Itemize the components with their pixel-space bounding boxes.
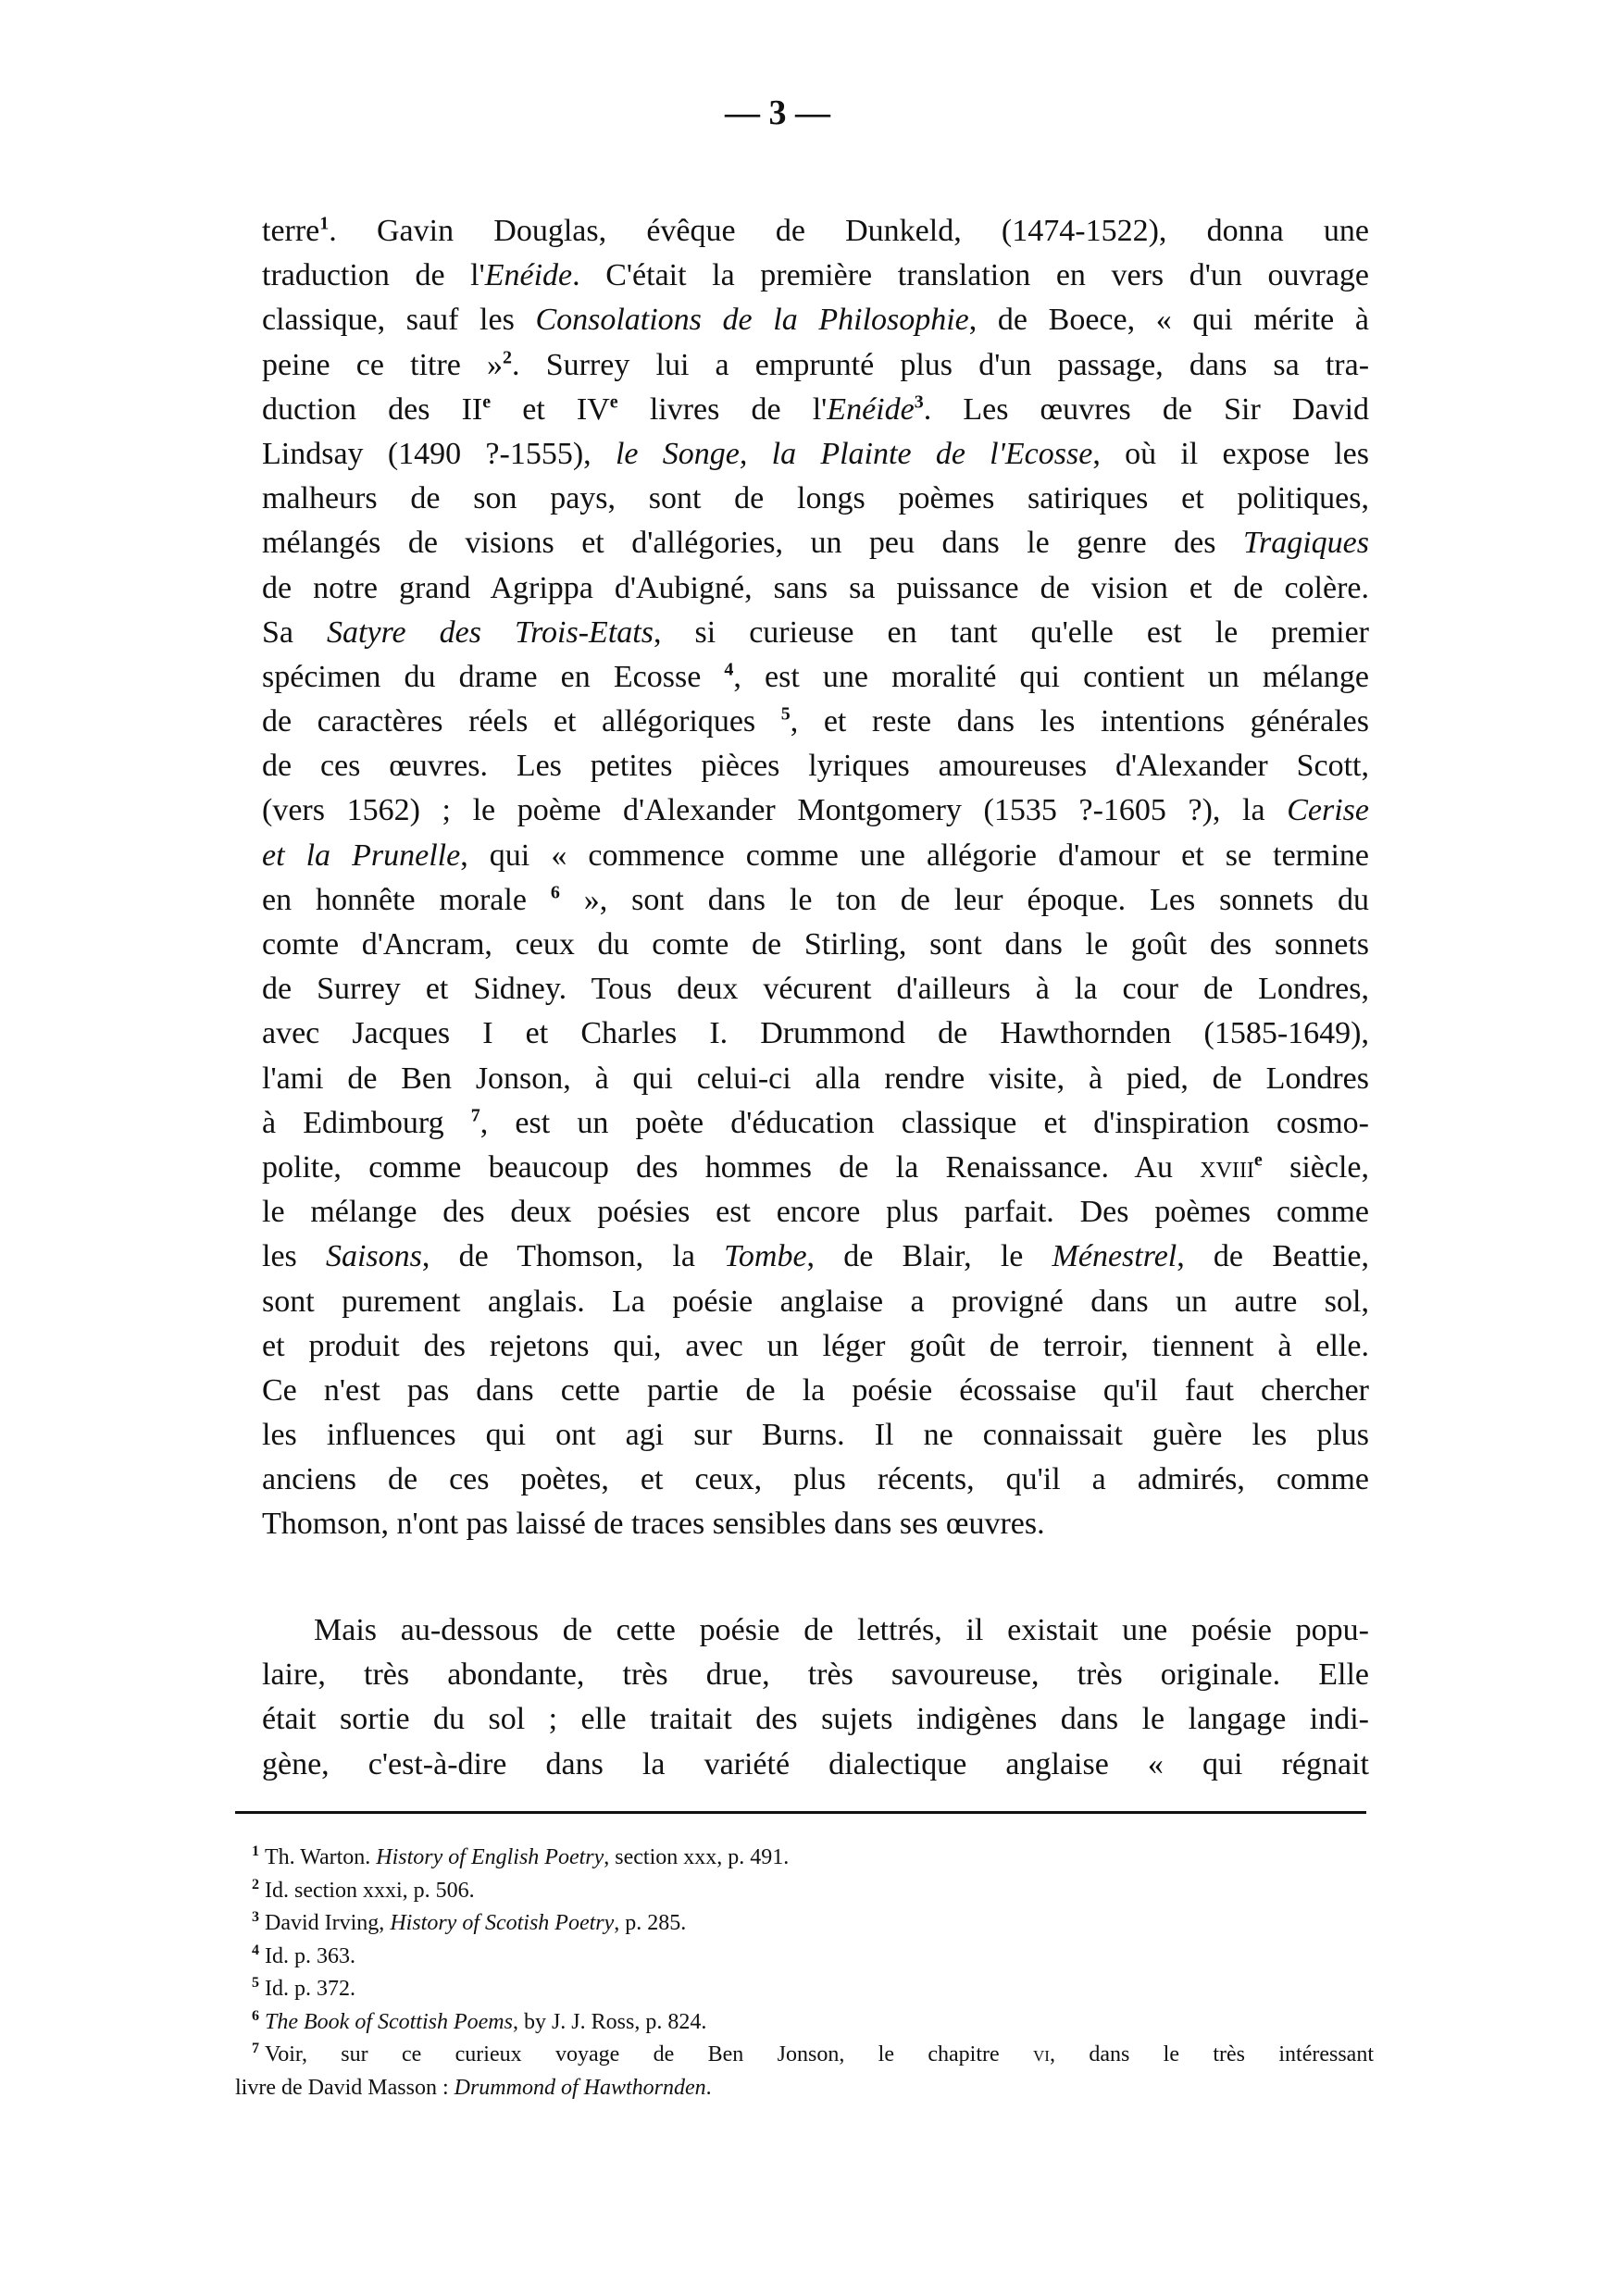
text-line xyxy=(262,521,1369,565)
text-span: à Edimbourg xyxy=(262,1105,471,1140)
text-line xyxy=(262,878,1369,923)
footnote xyxy=(235,2039,1374,2072)
text-span: traduction de l' xyxy=(262,258,485,293)
text-line xyxy=(262,744,1369,788)
text-span: en honnête morale xyxy=(262,882,551,917)
text-span: , si curieuse en tant qu'elle est le premier xyxy=(653,614,1370,650)
text-span: peine ce titre » xyxy=(262,347,504,382)
text-line xyxy=(262,477,1369,521)
text-span: xviii xyxy=(1200,1149,1254,1185)
text-line xyxy=(262,834,1369,878)
text-span: duction des II xyxy=(262,391,483,427)
text-span: , de Beattie, xyxy=(1177,1239,1370,1274)
text-span: . Gavin Douglas, évêque de Dunkeld, (1474-1522), donna une xyxy=(329,214,1369,248)
text-span: de notre grand Agrippa d'Aubigné, sans sa puissance de vision et de colère. xyxy=(262,570,1369,605)
text-span: et IV xyxy=(491,391,610,427)
footnote-ref: 1 xyxy=(319,213,330,234)
text-span: gène, c'est-à-dire dans la variété dialectique anglaise « qui régnait xyxy=(262,1746,1369,1781)
text-span: terre xyxy=(262,214,320,248)
text-span: polite, comme beaucoup des hommes de la Renaissance. Au xyxy=(262,1149,1201,1185)
text-span: mélangés de visions et d'allégories, un peu dans le genre des xyxy=(262,526,1243,561)
text-line xyxy=(262,1324,1369,1369)
text-span: l'ami de Ben Jonson, à qui celui-ci alla rendre visite, à pied, de Londres xyxy=(262,1061,1369,1096)
text-span: Lindsay (1490 ?-1555), xyxy=(262,436,616,471)
text-span: . Les œuvres de Sir David xyxy=(923,391,1370,427)
italic-title: The Book of Scottish Poems xyxy=(265,2009,513,2034)
footnote-ref: 6 xyxy=(550,882,560,903)
footnote-ref: e xyxy=(482,391,492,413)
italic-title: Satyre des Trois-Etats xyxy=(327,614,654,650)
text-span: vi xyxy=(1033,2042,1050,2066)
text-span: Id. section xxxi, p. 506. xyxy=(265,1878,475,1903)
footnote-divider xyxy=(235,1811,1366,1814)
footnote-ref: 4 xyxy=(724,659,734,680)
text-line xyxy=(262,298,1369,342)
text-line xyxy=(262,1502,1369,1546)
text-line xyxy=(262,1369,1369,1413)
text-span: , est une moralité qui contient un mélange xyxy=(733,659,1369,694)
text-span: comte d'Ancram, ceux du comte de Stirling, sont dans le goût des sonnets xyxy=(262,927,1369,962)
text-line xyxy=(262,432,1369,477)
text-line xyxy=(262,1146,1369,1190)
footnote-ref: 5 xyxy=(780,703,791,725)
footnote-number: 2 xyxy=(252,1876,259,1893)
text-line xyxy=(262,1190,1369,1235)
text-line xyxy=(262,566,1369,611)
text-line xyxy=(262,1458,1369,1502)
text-span: , p. 285. xyxy=(614,1911,687,1935)
text-span: livres de l' xyxy=(617,391,828,427)
text-span: . xyxy=(705,2075,712,2100)
text-span: David Irving, xyxy=(265,1911,391,1935)
italic-title: Tombe xyxy=(724,1239,807,1274)
italic-title: Drummond of Hawthornden xyxy=(454,2075,706,2100)
text-span: avec Jacques I et Charles I. Drummond de Hawthornden (1585-1649), xyxy=(262,1016,1369,1051)
text-span: le mélange des deux poésies est encore plus parfait. Des poèmes comme xyxy=(262,1195,1369,1230)
text-span: anciens de ces poètes, et ceux, plus récents, qu'il a admirés, comme xyxy=(262,1462,1369,1497)
text-line xyxy=(262,1608,1369,1653)
italic-title: Enéide xyxy=(827,391,915,427)
text-span: », sont dans le ton de leur époque. Les sonnets du xyxy=(559,882,1369,917)
footnote-number: 5 xyxy=(252,1975,259,1991)
body-paragraph xyxy=(262,209,1369,1547)
text-span: Sa xyxy=(262,614,328,650)
footnote-ref: e xyxy=(1253,1149,1263,1171)
text-span: malheurs de son pays, sont de longs poèmes satiriques et politiques, xyxy=(262,481,1369,516)
text-span: siècle, xyxy=(1262,1149,1369,1185)
text-line xyxy=(262,254,1369,298)
italic-title: Enéide xyxy=(484,258,573,293)
text-span: , de Thomson, la xyxy=(421,1239,725,1274)
text-line xyxy=(262,1235,1369,1279)
text-span: Th. Warton. xyxy=(265,1845,377,1869)
text-line xyxy=(262,788,1369,833)
text-span: , où il expose les xyxy=(1092,436,1369,471)
footnote-ref: e xyxy=(609,391,618,413)
footnote-ref: 2 xyxy=(503,347,513,368)
italic-title: History of Scotish Poetry xyxy=(390,1911,615,1935)
text-span: , by J. J. Ross, p. 824. xyxy=(512,2009,707,2034)
text-span: (vers 1562) ; le poème d'Alexander Montgomery (1535 ?-1605 ?), la xyxy=(262,793,1288,828)
footnote xyxy=(235,1842,1374,1875)
body-paragraph xyxy=(262,1608,1369,1787)
text-span: Thomson, n'ont pas laissé de traces sensibles dans ses œuvres. xyxy=(262,1507,1045,1542)
italic-title: le Songe, la Plainte de l'Ecosse xyxy=(615,436,1093,471)
footnote-ref: 7 xyxy=(470,1105,480,1126)
italic-title: History of English Poetry xyxy=(376,1845,604,1869)
text-span: de caractères réels et allégoriques xyxy=(262,704,781,739)
text-span: sont purement anglais. La poésie anglaise a provigné dans un autre sol, xyxy=(262,1284,1369,1319)
italic-title: Ménestrel xyxy=(1052,1239,1177,1274)
footnote xyxy=(235,1941,1374,1974)
footnotes xyxy=(235,1842,1374,2104)
footnote-number: 1 xyxy=(252,1843,259,1859)
text-span: , de Blair, le xyxy=(806,1239,1052,1274)
italic-title: et la Prunelle xyxy=(262,838,461,873)
text-line xyxy=(262,611,1369,655)
text-span: laire, très abondante, très drue, très savoureuse, très originale. Elle xyxy=(262,1657,1369,1693)
text-line xyxy=(262,655,1369,700)
text-span: et produit des rejetons qui, avec un léger goût de terroir, tiennent à elle. xyxy=(262,1328,1369,1363)
italic-title: Tragiques xyxy=(1242,526,1369,561)
page-number: — 3 — xyxy=(725,93,830,132)
footnote-continuation xyxy=(235,2072,1374,2105)
text-span: , de Boece, « qui mérite à xyxy=(968,303,1369,338)
text-line xyxy=(262,1280,1369,1324)
text-line xyxy=(262,923,1369,967)
text-line xyxy=(262,1743,1369,1787)
footnote-number: 6 xyxy=(252,2007,259,2024)
text-line xyxy=(262,388,1369,432)
text-span: , et reste dans les intentions générales xyxy=(790,704,1370,739)
text-span: classique, sauf les xyxy=(262,303,536,338)
text-span: était sortie du sol ; elle traitait des sujets indigènes dans le langage indi- xyxy=(262,1702,1369,1737)
footnote-number: 7 xyxy=(252,2041,259,2056)
text-line xyxy=(262,1057,1369,1101)
text-line xyxy=(262,967,1369,1011)
footnote-ref: 3 xyxy=(914,391,924,413)
text-span: , dans le très intéressant xyxy=(1049,2042,1374,2066)
text-line xyxy=(262,1697,1369,1742)
text-span: de ces œuvres. Les petites pièces lyriques amoureuses d'Alexander Scott, xyxy=(262,749,1369,784)
text-span: les influences qui ont agi sur Burns. Il ne connaissait guère les plus xyxy=(262,1418,1369,1453)
text-span: spécimen du drame en Ecosse xyxy=(262,659,725,694)
text-span: Id. p. 363. xyxy=(265,1943,355,1968)
footnote xyxy=(235,1907,1374,1941)
footnote xyxy=(235,2006,1374,2040)
text-span: les xyxy=(262,1239,326,1274)
text-line xyxy=(262,1413,1369,1458)
italic-title: Saisons xyxy=(325,1239,422,1274)
text-span: . Surrey lui a emprunté plus d'un passage, dans sa tra- xyxy=(512,347,1370,382)
text-line xyxy=(262,1101,1369,1146)
text-span: de Surrey et Sidney. Tous deux vécurent d'ailleurs à la cour de Londres, xyxy=(262,972,1369,1007)
text-line xyxy=(262,700,1369,744)
text-line xyxy=(262,343,1369,388)
italic-title: Cerise xyxy=(1287,793,1369,828)
text-line xyxy=(262,1011,1369,1056)
footnote-number: 4 xyxy=(252,1942,259,1958)
text-span: , qui « commence comme une allégorie d'amour et se termine xyxy=(460,838,1369,873)
footnote xyxy=(235,1973,1374,2006)
text-span: , section xxx, p. 491. xyxy=(604,1845,790,1869)
text-line xyxy=(262,209,1369,254)
text-span: . C'était la première translation en vers d'un ouvrage xyxy=(572,258,1369,293)
text-span: Voir, sur ce curieux voyage de Ben Jonson, le chapitre xyxy=(265,2042,1034,2066)
text-span: , est un poète d'éducation classique et d'inspiration cosmo- xyxy=(479,1105,1370,1140)
footnote-number: 3 xyxy=(252,1909,259,1925)
italic-title: Consolations de la Philosophie xyxy=(535,303,969,338)
text-span: Mais au-dessous de cette poésie de lettrés, il existait une poésie popu- xyxy=(314,1613,1369,1647)
text-span: livre de David Masson : xyxy=(235,2075,455,2100)
text-span: Ce n'est pas dans cette partie de la poésie écossaise qu'il faut chercher xyxy=(262,1372,1369,1408)
text-span: Id. p. 372. xyxy=(265,1977,355,2001)
footnote xyxy=(235,1875,1374,1908)
text-line xyxy=(262,1653,1369,1697)
